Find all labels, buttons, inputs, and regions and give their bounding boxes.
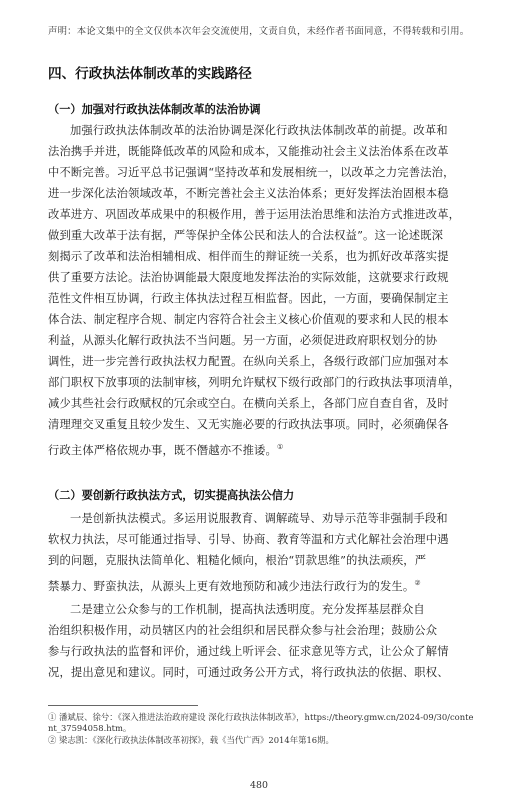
para1-last-text: 行政主体严格依规办事，既不僭越亦不推诿。 — [48, 443, 277, 457]
footnote-2-line: ② 梁志凯：《深化行政执法体制改革初探》，载《当代广西》2014年第16期。 — [48, 735, 334, 745]
para1-line: 体合法、制定程序合规、制定内容符合社会主义核心价值观的要求和人民的根本 — [48, 313, 449, 326]
para3-line: 二是建立公众参与的工作机制，提高执法透明度。充分发挥基层群众自 — [70, 603, 425, 616]
footnote-divider — [48, 705, 198, 706]
para3-line: 参与行政执法的监督和评价，通过线上听评会、征求意见等方式，让公众了解情 — [48, 645, 449, 658]
para2-line-last — [48, 576, 478, 594]
page-number: 480 — [250, 780, 268, 791]
para1-line: 刻揭示了改革和法治相辅相成、相伴而生的辩证统一关系，也为抓好改革落实提 — [48, 250, 449, 263]
para1-line: 清理理交叉重复且较少发生、又无实施必要的行政执法事项。同时，必须确保各 — [48, 418, 449, 431]
para1-line-last — [48, 440, 478, 458]
para1-line: 供了重要方法论。法治协调能最大限度地发挥法治的实际效能，这就要求行政规 — [48, 271, 449, 284]
para1-line: 中不断完善。习近平总书记强调“坚持改革和发展相统一，以改革之力完善法治， — [48, 166, 455, 179]
subsection-title-2: （二）要创新行政执法方式，切实提高执法公信力 — [48, 489, 295, 502]
para2-line: 一是创新执法模式。多运用说服教育、调解疏导、劝导示范等非强制手段和 — [70, 512, 448, 525]
para1-line: 范性文件相互协调，行政主体执法过程互相监督。因此，一方面，要确保制定主 — [48, 292, 449, 305]
para1-line: 减少其些社会行政赋权的冗余或空白。在横向关系上，各部门应自查自省，及时 — [48, 397, 449, 410]
para2-line: 到的问题，克服执法简单化、粗糙化倾向，根治“罚款思维”的执法顽疾，严 — [48, 554, 427, 567]
para1-line: 利益，从源头化解行政执法不当问题。另一方面，必须促进政府职权划分的协 — [48, 334, 438, 347]
para2-line: 软权力执法，尽可能通过指导、引导、协商、教育等温和方式化解社会治理中遇 — [48, 533, 449, 546]
footnote-ref-1[interactable]: ① — [276, 443, 284, 451]
section-title: 四、行政执法体制改革的实践路径 — [48, 66, 252, 82]
page-header-disclaimer: 声明：本论文集中的全文仅供本次年会交流使用，文责自负，未经作者书面同意，不得转载和引用。 — [48, 26, 470, 37]
para2-last-text: 禁暴力、野蛮执法，从源头上更有效地预防和减少违法行政行为的发生。 — [48, 579, 415, 593]
subsection-title-1: （一）加强对行政执法体制改革的法治协调 — [48, 103, 261, 116]
para1-line: 法治携手并进，既能降低改革的风险和成本，又能推动社会主义法治体系在改革 — [48, 145, 449, 158]
footnote-ref-2[interactable]: ② — [414, 579, 421, 587]
para1-line: 做到重大改革于法有据，严等保护全体公民和法人的合法权益”。这一论述既深 — [48, 229, 444, 242]
para3-line: 况，提出意见和建议。同时，可通过政务公开方式，将行政执法的依据、职权、 — [48, 666, 449, 679]
para3-line: 治组织积极作用，动员辖区内的社会组织和居民群众参与社会治理；鼓励公众 — [48, 624, 438, 637]
para1-line: 部门职权下放事项的法制审核，列明允许赋权下级行政部门的行政执法事项清单， — [48, 376, 461, 389]
para1-line: 加强行政执法体制改革的法治协调是深化行政执法体制改革的前提。改革和 — [70, 124, 448, 137]
para1-line: 进一步深化法治领域改革，不断完善社会主义法治体系；更好发挥法治固根本稳 — [48, 187, 449, 200]
footnote-1-line: ① 潘斌辰、徐兮：《深入推进法治政府建设 深化行政执法体制改革》，https://theory.gmw.cn/2024-09/30/conte — [48, 712, 474, 722]
para1-line: 调性，进一步完善行政执法权力配置。在纵向关系上，各级行政部门应加强对本 — [48, 355, 449, 368]
footnote-1-line-cont: nt_37594058.htm。 — [48, 723, 132, 733]
para1-line: 改革进方、巩固改革成果中的积极作用，善于运用法治思维和法治方式推进改革， — [48, 208, 461, 221]
